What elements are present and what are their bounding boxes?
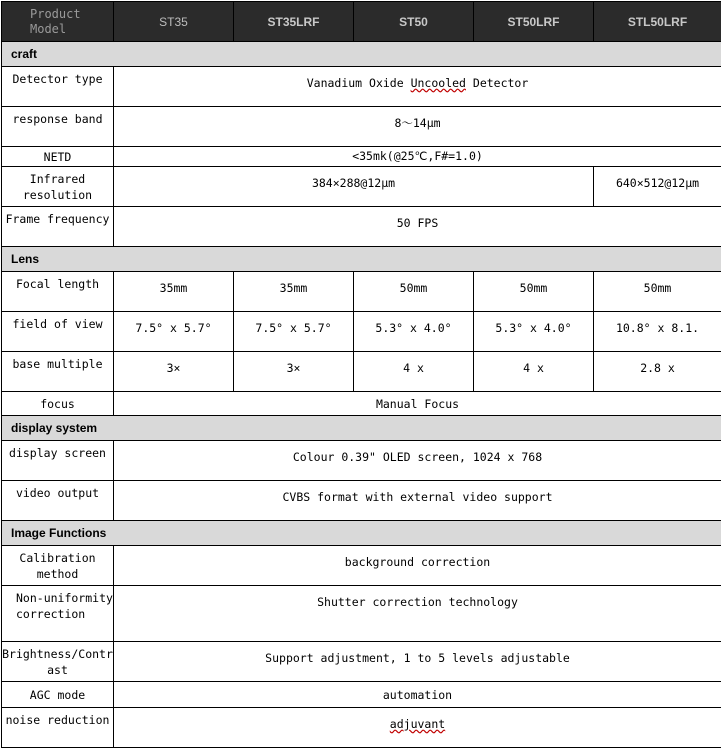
row-label: AGC mode	[2, 682, 114, 708]
row-label: NETD	[2, 147, 114, 167]
row-netd	[2, 147, 721, 167]
row-value: background correction	[114, 546, 721, 586]
section-title: display system	[2, 416, 721, 441]
row-value: 50mm	[354, 272, 474, 312]
row-value: automation	[114, 682, 721, 708]
row-label: focus	[2, 392, 114, 416]
row-focus	[2, 392, 721, 416]
row-value: Support adjustment, 1 to 5 levels adjustable	[114, 642, 721, 682]
row-value: Vanadium Oxide Uncooled Detector	[114, 67, 721, 107]
row-value	[114, 708, 721, 748]
row-value: 640×512@12μm	[594, 167, 721, 207]
row-value: <35mk(@25℃,F#=1.0)	[114, 147, 721, 167]
row-value: 7.5° x 5.7°	[234, 312, 354, 352]
row-label: Detector type	[2, 67, 114, 107]
header-row	[2, 2, 721, 42]
model-st50lrf: ST50LRF	[474, 2, 594, 42]
row-value: CVBS format with external video support	[114, 481, 721, 521]
row-label: video output	[2, 481, 114, 521]
row-label: noise reduction	[2, 708, 114, 748]
row-label: Infrared resolution	[2, 167, 114, 207]
row-brightness-contrast	[2, 642, 721, 682]
model-st50: ST50	[354, 2, 474, 42]
product-model-label: Product Model	[2, 2, 114, 42]
row-value: 35mm	[234, 272, 354, 312]
model-st35lrf: ST35LRF	[234, 2, 354, 42]
section-lens	[2, 247, 721, 272]
row-base-multiple	[2, 352, 721, 392]
row-field-of-view	[2, 312, 721, 352]
row-label: Non-uniformity correction	[2, 586, 114, 642]
row-value: Colour 0.39" OLED screen, 1024 x 768	[114, 441, 721, 481]
row-value: 3×	[234, 352, 354, 392]
row-label: Calibration method	[2, 546, 114, 586]
row-value: 8～14μm	[114, 107, 721, 147]
row-label: field of view	[2, 312, 114, 352]
row-value: 50mm	[594, 272, 721, 312]
row-value: 2.8 x	[594, 352, 721, 392]
row-label: base multiple	[2, 352, 114, 392]
row-label: Frame frequency	[2, 207, 114, 247]
row-value: 384×288@12μm	[114, 167, 594, 207]
spellcheck-word: Uncooled	[410, 76, 466, 90]
row-detector-type	[2, 67, 721, 107]
row-label: Focal length	[2, 272, 114, 312]
row-infrared-resolution	[2, 167, 721, 207]
section-title: Lens	[2, 247, 721, 272]
row-label: response band	[2, 107, 114, 147]
spec-sheet	[1, 1, 721, 748]
row-value: Shutter correction technology	[114, 586, 721, 642]
row-value: 5.3° x 4.0°	[474, 312, 594, 352]
spec-table	[1, 1, 721, 748]
row-calibration-method	[2, 546, 721, 586]
section-image-functions	[2, 521, 721, 546]
section-title: craft	[2, 42, 721, 67]
row-value: 35mm	[114, 272, 234, 312]
model-stl50lrf: STL50LRF	[594, 2, 721, 42]
section-title: Image Functions	[2, 521, 721, 546]
row-non-uniformity-correction	[2, 586, 721, 642]
row-frame-frequency	[2, 207, 721, 247]
row-response-band	[2, 107, 721, 147]
row-value: Manual Focus	[114, 392, 721, 416]
section-craft	[2, 42, 721, 67]
row-value: 4 x	[474, 352, 594, 392]
row-label: display screen	[2, 441, 114, 481]
row-value: 5.3° x 4.0°	[354, 312, 474, 352]
row-focal-length	[2, 272, 721, 312]
model-st35: ST35	[114, 2, 234, 42]
row-value: 7.5° x 5.7°	[114, 312, 234, 352]
row-value: 10.8° x 8.1.	[594, 312, 721, 352]
row-video-output	[2, 481, 721, 521]
section-display-system	[2, 416, 721, 441]
row-display-screen	[2, 441, 721, 481]
row-value: 50 FPS	[114, 207, 721, 247]
row-value: 50mm	[474, 272, 594, 312]
row-value: 4 x	[354, 352, 474, 392]
spellcheck-word: adjuvant	[389, 717, 446, 731]
row-label: Brightness/Contrast	[2, 642, 114, 682]
row-value: 3×	[114, 352, 234, 392]
row-agc-mode	[2, 682, 721, 708]
row-noise-reduction	[2, 708, 721, 748]
